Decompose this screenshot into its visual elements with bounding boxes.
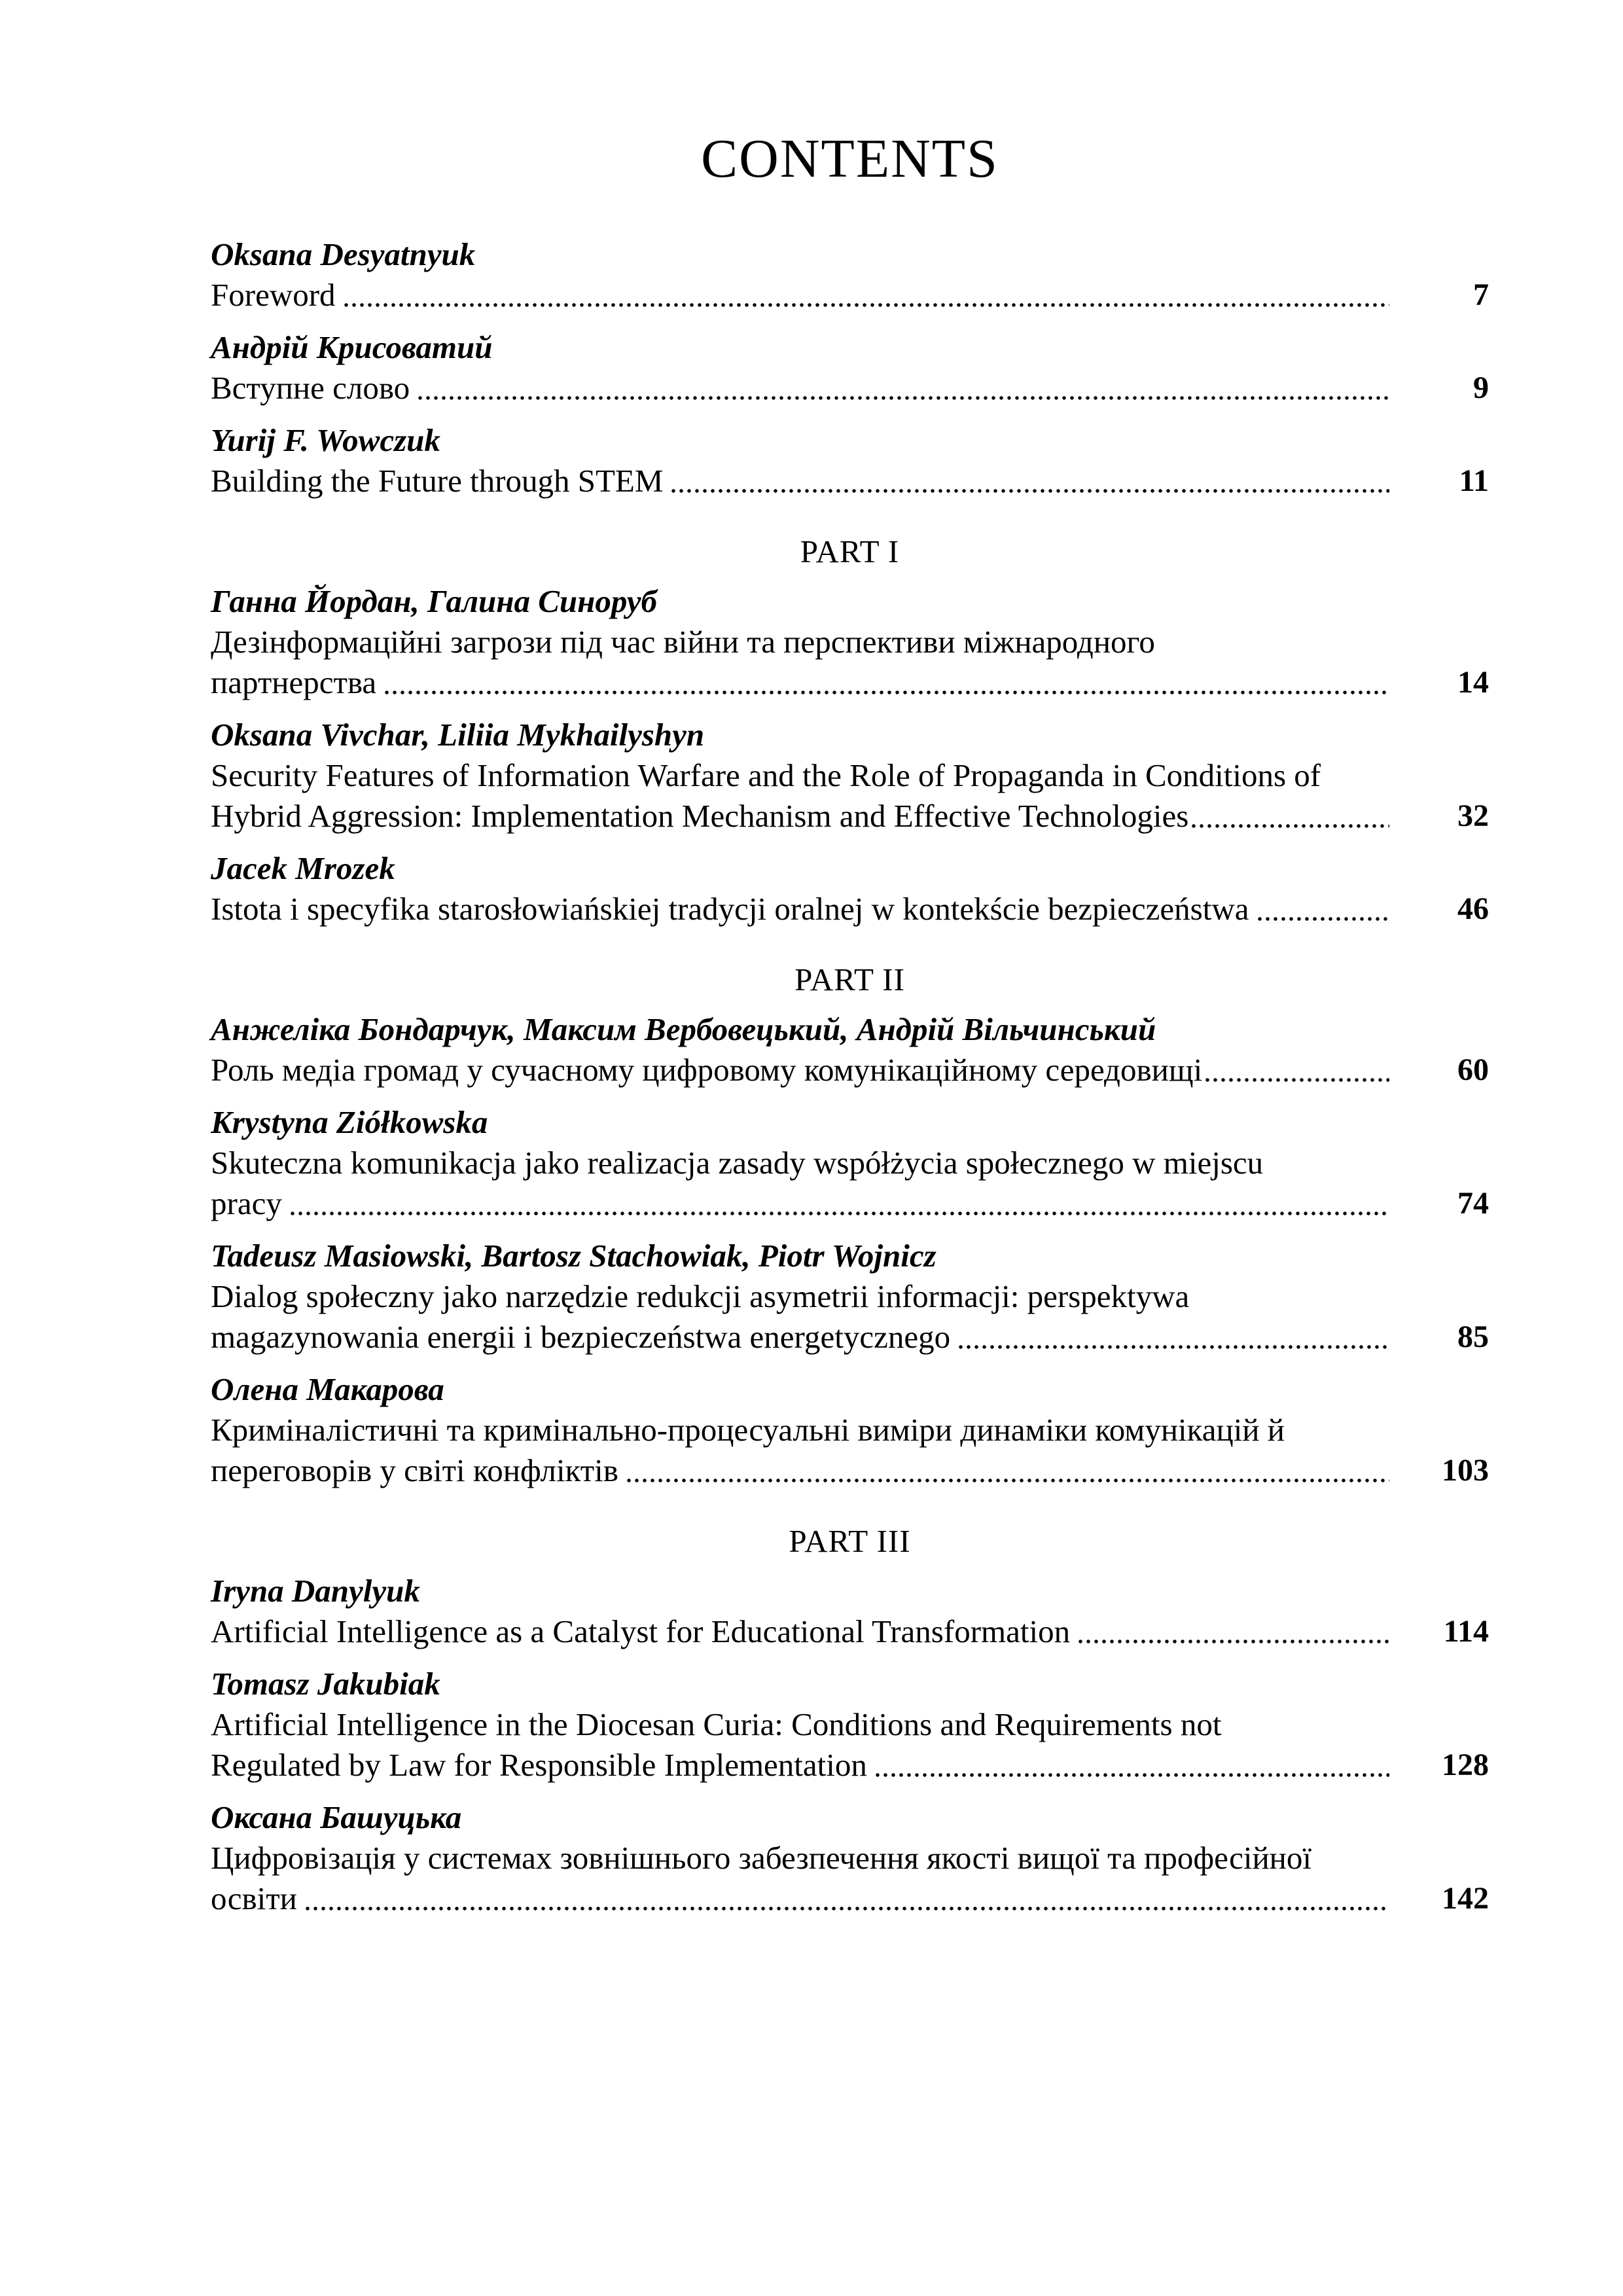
entry-title-text: pracy (211, 1185, 282, 1221)
entry-title-line (211, 368, 1489, 408)
entry-title-line (211, 1611, 1489, 1652)
toc-entry (211, 1102, 1489, 1224)
entry-page-number: 11 (1459, 463, 1489, 498)
entry-title-text: партнерства (211, 664, 377, 700)
dot-leader (416, 394, 1389, 402)
entry-page-number: 14 (1457, 665, 1489, 700)
entry-title-line (211, 1745, 1489, 1785)
toc-entry (211, 1797, 1489, 1919)
entry-title-text: переговорів у світі конфліктів (211, 1452, 618, 1488)
entry-title-line: Криміналістичні та кримінально-процесуальні виміри динаміки комунікацій й (211, 1412, 1285, 1448)
dot-leader (1204, 1076, 1389, 1084)
entry-page-number: 7 (1473, 278, 1489, 312)
entry-title-line: Дезінформаційні загрози під час війни та перспективи міжнародного (211, 624, 1155, 660)
toc-entry (211, 1236, 1489, 1357)
entry-title-line (211, 662, 1489, 703)
dot-leader (383, 689, 1389, 696)
entry-authors: Krystyna Ziółkowska (211, 1104, 488, 1140)
dot-leader (874, 1771, 1389, 1779)
entry-title-text: Hybrid Aggression: Implementation Mechanism and Effective Technologies (211, 798, 1189, 834)
entry-title-text: Building the Future through STEM (211, 463, 664, 499)
entry-authors: Tadeusz Masiowski, Bartosz Stachowiak, Piotr Wojnicz (211, 1238, 936, 1274)
dot-leader (625, 1477, 1389, 1484)
part-heading: PART II (794, 961, 905, 997)
entry-authors: Oksana Desyatnyuk (211, 236, 476, 272)
entry-title-line: Security Features of Information Warfare and the Role of Propaganda in Conditions of (211, 757, 1321, 793)
dot-leader (289, 1210, 1389, 1217)
entry-title-line (211, 1183, 1489, 1224)
entry-page-number: 46 (1457, 891, 1489, 926)
entry-page-number: 128 (1442, 1748, 1489, 1782)
entry-title-text: Regulated by Law for Responsible Implementation (211, 1747, 867, 1783)
dot-leader (957, 1343, 1389, 1351)
entry-title-line (211, 461, 1489, 501)
dot-leader (1077, 1638, 1389, 1645)
entry-page-number: 60 (1457, 1052, 1489, 1087)
toc-entry (211, 234, 1489, 315)
entry-title-text: magazynowania energii i bezpieczeństwa energetycznego (211, 1319, 951, 1355)
entry-authors: Tomasz Jakubiak (211, 1666, 440, 1702)
entry-authors: Yurij F. Wowczuk (211, 422, 440, 458)
entry-title-line (211, 275, 1489, 315)
entry-title-text: Вступне слово (211, 370, 410, 406)
entry-title-line (211, 1878, 1489, 1919)
entry-authors: Анжеліка Бондарчук, Максим Вербовецький, Андрій Вільчинський (211, 1011, 1156, 1047)
dot-leader (1190, 822, 1389, 830)
dot-leader (1256, 915, 1390, 923)
entry-page-number: 114 (1443, 1614, 1489, 1649)
toc-entry (211, 848, 1489, 929)
toc-entry (211, 1369, 1489, 1491)
entry-page-number: 103 (1442, 1453, 1489, 1488)
part-heading: PART I (800, 533, 900, 569)
entry-page-number: 142 (1442, 1881, 1489, 1916)
entry-title-text: освіти (211, 1880, 297, 1916)
part-heading: PART III (789, 1523, 911, 1559)
dot-leader (669, 487, 1389, 495)
entry-page-number: 74 (1457, 1186, 1489, 1221)
entry-title-line: Skuteczna komunikacja jako realizacja zasady współżycia społecznego w miejscu (211, 1145, 1264, 1181)
entry-title-text: Istota i specyfika starosłowiańskiej tradycji oralnej w kontekście bezpieczeństwa (211, 891, 1249, 927)
dot-leader (304, 1905, 1389, 1912)
entry-title-line (211, 796, 1489, 836)
entry-page-number: 85 (1457, 1319, 1489, 1354)
entry-title-line: Dialog społeczny jako narzędzie redukcji asymetrii informacji: perspektywa (211, 1278, 1190, 1314)
toc-entry (211, 327, 1489, 408)
toc-entry (211, 715, 1489, 836)
entry-title-text: Роль медіа громад у сучасному цифровому комунікаційному середовищі (211, 1052, 1203, 1088)
entry-authors: Ганна Йордан, Галина Синоруб (211, 583, 657, 619)
entry-authors: Iryna Danylyuk (211, 1573, 420, 1609)
entry-authors: Оксана Башуцька (211, 1799, 462, 1835)
entry-title-line (211, 1450, 1489, 1491)
toc-entry (211, 1664, 1489, 1785)
toc-entry (211, 581, 1489, 703)
entry-title-line (211, 1050, 1489, 1090)
toc-entry (211, 1009, 1489, 1090)
entry-title-line: Artificial Intelligence in the Diocesan Curia: Conditions and Requirements not (211, 1706, 1222, 1742)
entry-title-text: Foreword (211, 277, 336, 313)
page-title: CONTENTS (701, 128, 999, 189)
entry-authors: Андрій Крисоватий (211, 329, 493, 365)
entry-authors: Jacek Mrozek (211, 850, 395, 886)
entry-title-line (211, 889, 1489, 929)
entry-title-text: Artificial Intelligence as a Catalyst for Educational Transformation (211, 1613, 1071, 1649)
toc-entry (211, 1571, 1489, 1652)
entry-title-line: Цифровізація у системах зовнішнього забезпечення якості вищої та професійної (211, 1840, 1312, 1876)
entry-title-line (211, 1317, 1489, 1357)
dot-leader (342, 301, 1389, 309)
entry-authors: Oksana Vivchar, Liliia Mykhailyshyn (211, 717, 705, 753)
toc-entry (211, 420, 1489, 501)
entry-page-number: 9 (1473, 370, 1489, 405)
entry-authors: Олена Макарова (211, 1371, 444, 1407)
entry-page-number: 32 (1457, 798, 1489, 833)
